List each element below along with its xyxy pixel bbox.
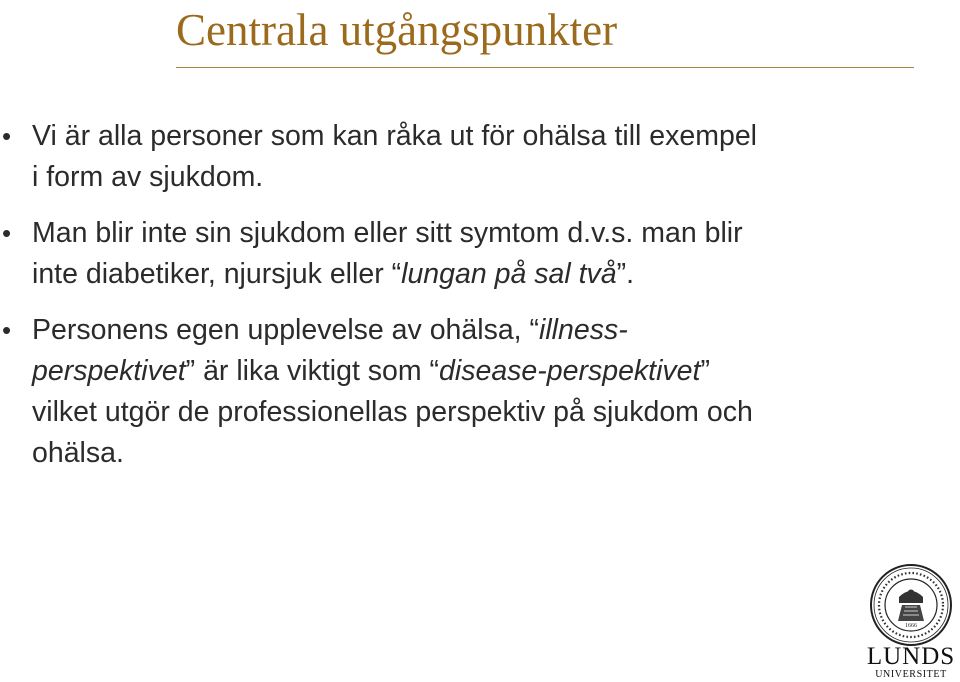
slide-title: Centrala utgångspunkter <box>176 5 618 55</box>
bullet-1-line-2: i form av sjukdom. <box>32 161 264 193</box>
bullet-item-1 <box>2 116 932 198</box>
bullet-dot-icon: • <box>2 315 12 345</box>
bullet-3-line-4: ohälsa. <box>32 437 124 469</box>
bullet-list <box>2 116 932 489</box>
seal-year: 1666 <box>905 623 917 629</box>
bullet-3-line-3: vilket utgör de professionellas perspektiv på sjukdom och <box>32 396 753 428</box>
bullet-2-text-end: ”. <box>616 258 635 290</box>
bullet-3-line-1 <box>32 314 628 346</box>
bullet-3-line-2 <box>32 355 710 387</box>
bullet-item-2 <box>2 213 932 295</box>
title-divider <box>176 67 914 68</box>
bullet-3-quote-end: ” <box>700 355 710 387</box>
bullet-dot-icon: • <box>2 121 12 151</box>
bullet-dot-icon: • <box>2 218 12 248</box>
bullet-3-text-mid: ” är lika viktigt som “ <box>185 355 440 387</box>
university-logo <box>865 563 957 682</box>
bullet-2-italic: lungan på sal två <box>401 258 617 290</box>
bullet-3-italic-disease: disease-perspektivet <box>439 355 701 387</box>
bullet-2-text: inte diabetiker, njursjuk eller “ <box>32 258 402 290</box>
bullet-2-line-2 <box>32 258 634 290</box>
bullet-2-line-1: Man blir inte sin sjukdom eller sitt symtom d.v.s. man blir <box>32 217 743 249</box>
bullet-3-italic-illness: illness- <box>539 314 628 346</box>
logo-name-line-1: LUNDS <box>866 643 956 670</box>
bullet-3-italic-perspektivet: perspektivet <box>32 355 186 387</box>
bullet-item-3 <box>2 310 932 474</box>
bullet-1-line-1: Vi är alla personer som kan råka ut för ohälsa till exempel <box>32 120 757 152</box>
bullet-3-text: Personens egen upplevelse av ohälsa, “ <box>32 314 540 346</box>
logo-name-line-2: UNIVERSITET <box>875 669 947 680</box>
lund-university-seal-icon <box>869 563 953 647</box>
